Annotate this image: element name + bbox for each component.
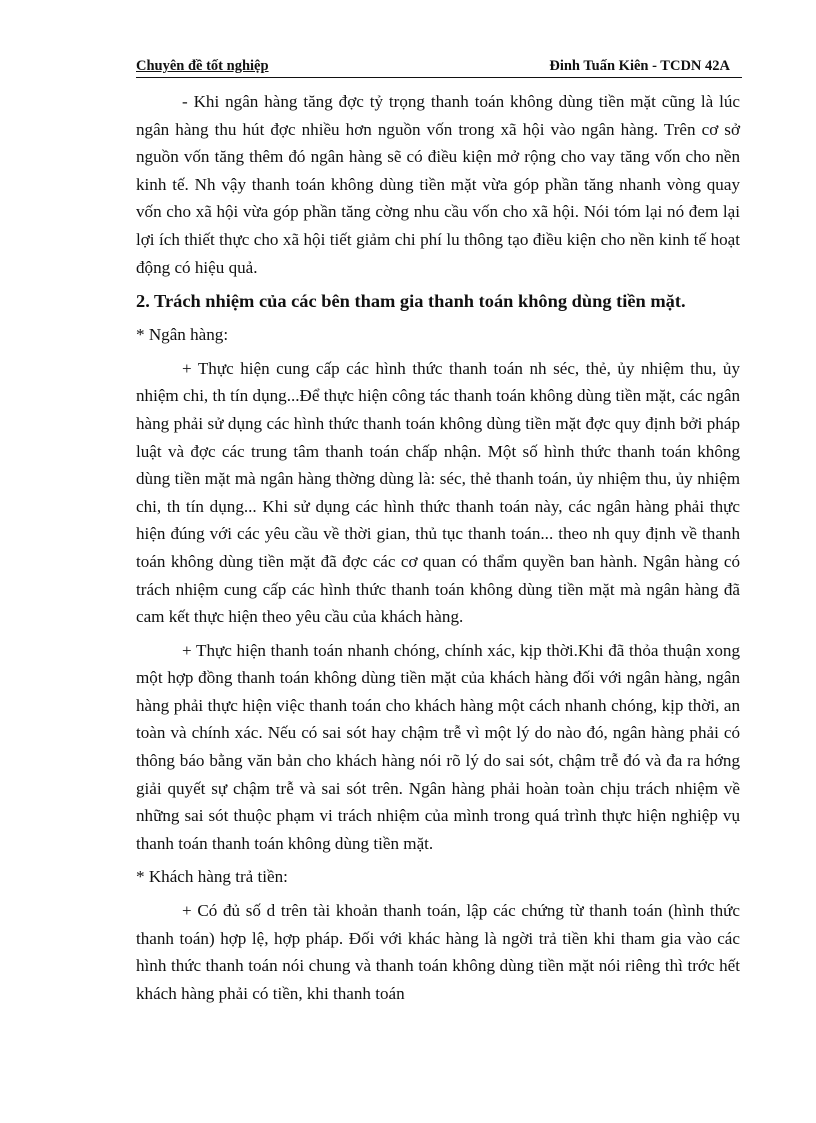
header-title: Chuyên đề tốt nghiệp [136, 58, 269, 74]
paragraph-2: + Thực hiện cung cấp các hình thức thanh toán nh séc, thẻ, ủy nhiệm thu, ủy nhiệm chi, th tín dụng...Để thực hiện công tác thanh toán không dùng tiền mặt, các ngân hàng phải sử dụng các hình thức thanh toán không dùng tiền mặt đợc quy định bởi pháp luật và đợc các trung tâm thanh toán chấp nhận. Một số hình thức thanh toán không dùng tiền mặt mà ngân hàng thờng dùng là: séc, thẻ thanh toán, ủy nhiệm thu, ủy nhiệm chi, th tín dụng... Khi sử dụng các hình thức thanh toán này, các ngân hàng phải thực hiện đúng với các yêu cầu về thời gian, thủ tục thanh toán... theo nh quy định về thanh toán không dùng tiền mặt đã đợc các cơ quan có thẩm quyền ban hành. Ngân hàng có trách nhiệm cung cấp các hình thức thanh toán không dùng tiền mặt mà ngân hàng đã cam kết thực hiện theo yêu cầu của khách hàng. [136, 358, 740, 627]
customer-label: * Khách hàng trả tiền: [136, 867, 288, 887]
paragraph-1: - Khi ngân hàng tăng đợc tỷ trọng thanh toán không dùng tiền mặt cũng là lúc ngân hàng thu hút đợc nhiều hơn nguồn vốn trong xã hội vào ngân hàng. Trên cơ sở nguồn vốn tăng thêm đó ngân hàng sẽ có điều kiện mở rộng cho vay tăng vốn cho nền kinh tế. Nh vậy thanh toán không dùng tiền mặt vừa góp phần tăng nhanh vòng quay vốn cho xã hội vừa góp phần tăng cờng nhu cầu vốn cho xã hội. Nói tóm lại nó đem lại lợi ích thiết thực cho xã hội tiết giảm chi phí lu thông tạo điều kiện cho nền kinh tế hoạt động có hiệu quả. [136, 92, 740, 277]
bank-label: * Ngân hàng: [136, 325, 229, 345]
document-body [136, 88, 740, 1013]
section-heading: 2. Trách nhiệm của các bên tham gia thanh toán không dùng tiền mặt. [136, 291, 686, 312]
header-author: Đinh Tuấn Kiên - TCDN 42A [549, 58, 730, 74]
paragraph-3: + Thực hiện thanh toán nhanh chóng, chính xác, kịp thời.Khi đã thỏa thuận xong một hợp đồng thanh toán không dùng tiền mặt của khách hàng đối với ngân hàng, ngân hàng phải thực hiện việc thanh toán cho khách hàng một cách nhanh chóng, kịp thời, an toàn và chính xác. Nếu có sai sót hay chậm trễ vì một lý do nào đó, ngân hàng phải có thông báo bằng văn bản cho khách hàng nói rõ lý do sai sót, chậm trễ đó và đa ra hớng giải quyết sự chậm trễ và sai sót trên. Ngân hàng phải hoàn toàn chịu trách nhiệm về những sai sót thuộc phạm vi trách nhiệm của mình trong quá trình thực hiện nghiệp vụ thanh toán thanh toán không dùng tiền mặt. [136, 640, 740, 853]
page-header [136, 57, 742, 78]
paragraph-4: + Có đủ số d trên tài khoản thanh toán, lập các chứng từ thanh toán (hình thức thanh toán) hợp lệ, hợp pháp. Đối với khác hàng là ngời trả tiền khi tham gia vào các hình thức thanh toán nói chung và thanh toán không dùng tiền mặt nói riêng thì trớc hết khách hàng phải có tiền, khi thanh toán [136, 901, 740, 1003]
